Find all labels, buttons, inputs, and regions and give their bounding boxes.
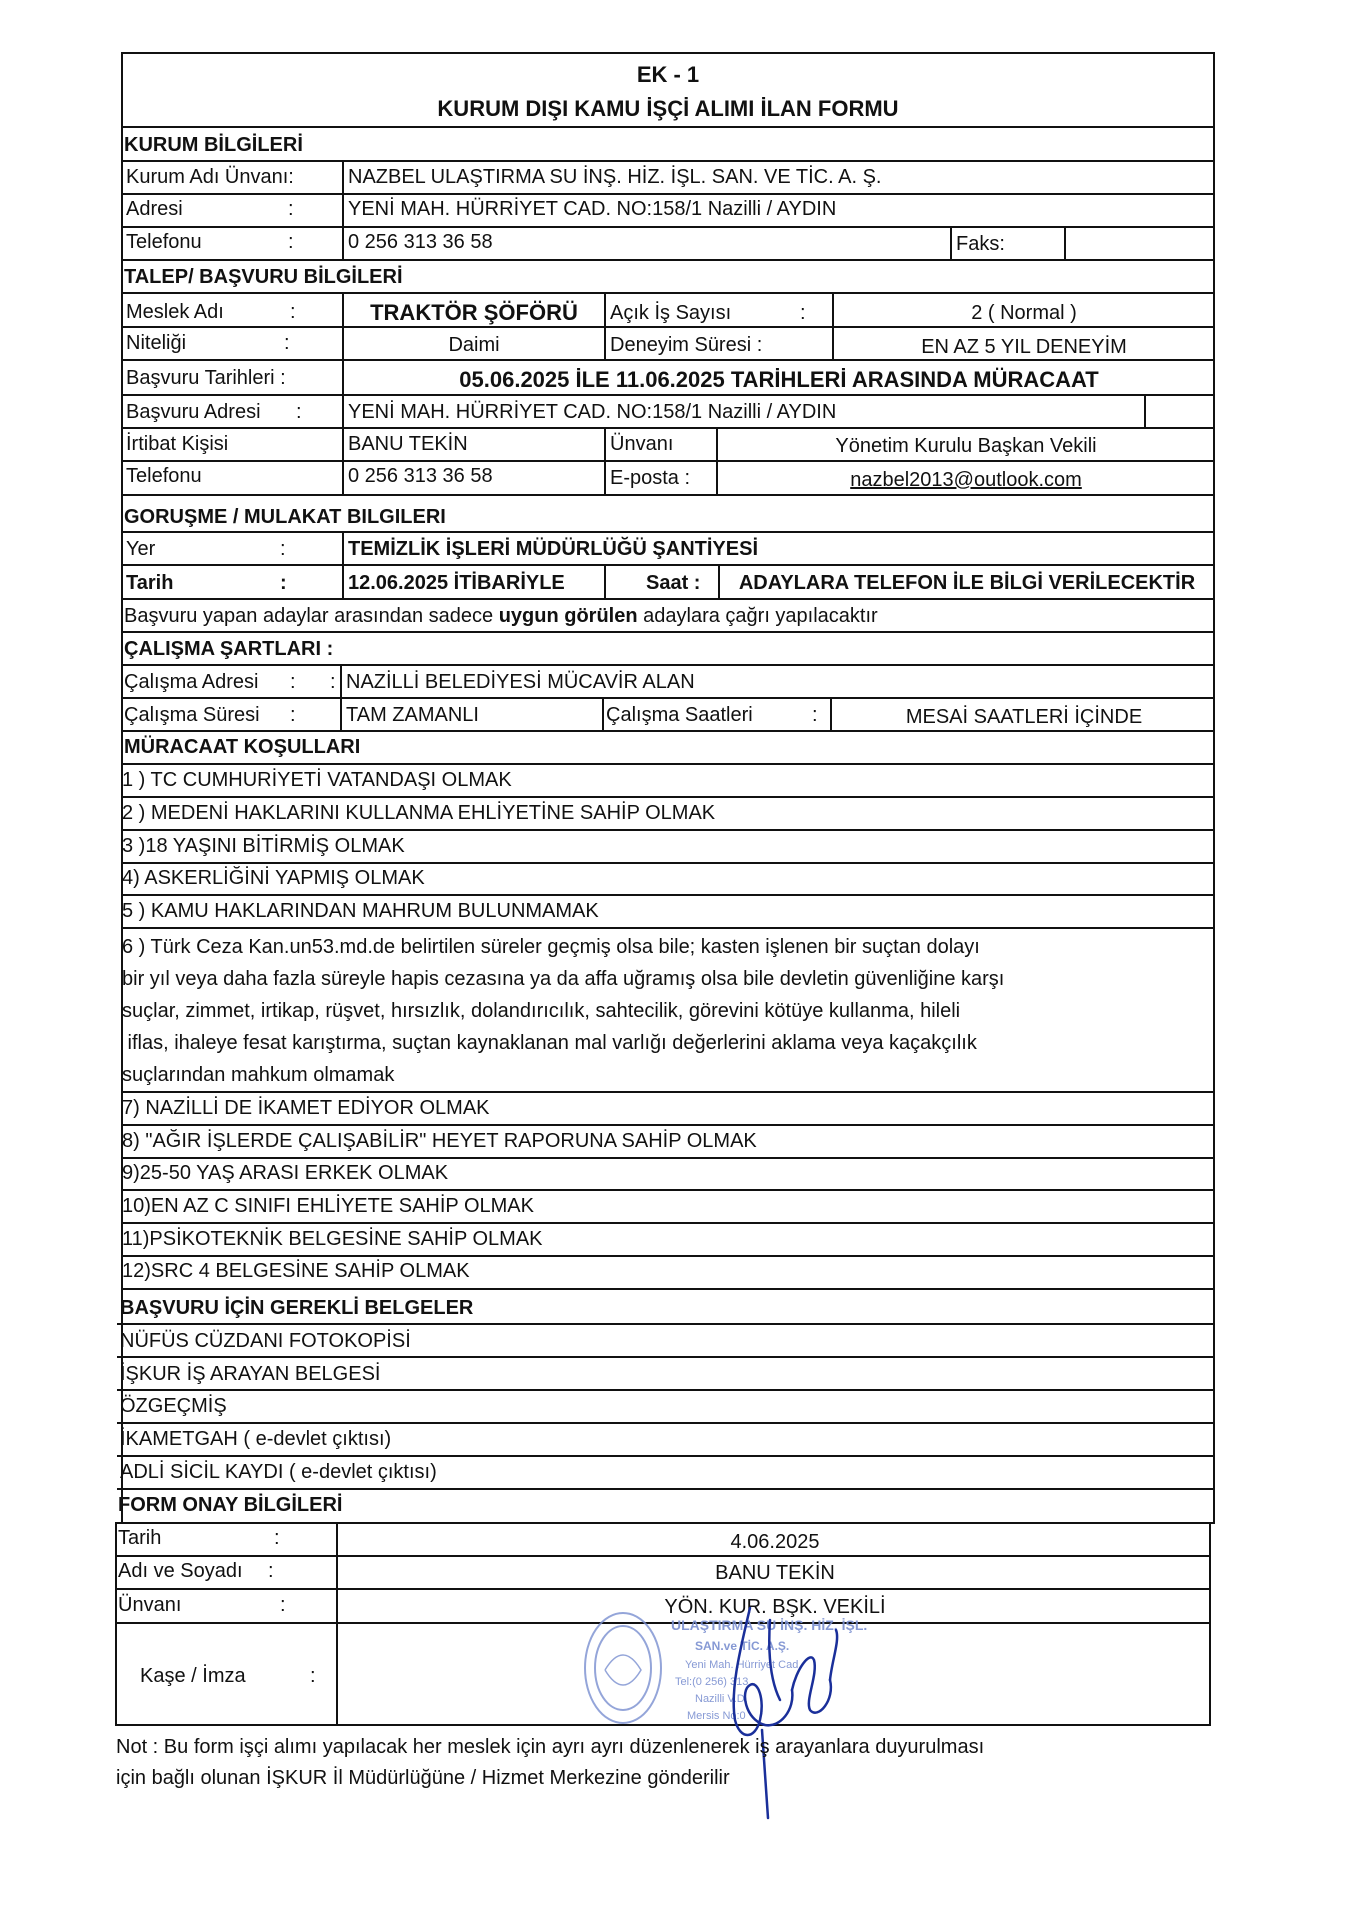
- job-label: Meslek Adı: [126, 301, 224, 323]
- approval-title-colon: :: [280, 1594, 286, 1616]
- document-item: NÜFÜS CÜZDANI FOTOKOPİSİ: [120, 1330, 411, 1352]
- work-address-colon2: :: [330, 671, 336, 693]
- dates-label: Başvuru Tarihleri :: [126, 367, 286, 389]
- contact-phone-value: 0 256 313 36 58: [348, 465, 493, 487]
- open-positions-label: Açık İş Sayısı: [610, 302, 732, 324]
- interview-date-value: 12.06.2025 İTİBARİYLE: [348, 572, 565, 594]
- requirement-6-line: bir yıl veya daha fazla süreyle hapis cezasına ya da affa uğramış olsa bile devletin güvenliğine karşı: [122, 968, 1005, 990]
- requirement-item: 9)25-50 YAŞ ARASI ERKEK OLMAK: [122, 1162, 449, 1184]
- email-label: E-posta :: [610, 467, 691, 489]
- approval-date-value: 4.06.2025: [730, 1531, 820, 1553]
- kurum-address-label: Adresi: [126, 198, 183, 220]
- email-link[interactable]: nazbel2013@outlook.com: [850, 469, 1082, 491]
- nature-colon: :: [284, 332, 290, 354]
- contact-phone-label: Telefonu: [126, 465, 202, 487]
- work-duration-colon: :: [290, 704, 296, 726]
- interview-time-label: Saat :: [646, 572, 701, 594]
- requirement-item-6: [122, 931, 1212, 1091]
- interview-info-bold: uygun görülen: [498, 605, 638, 627]
- approval-title-label: Ünvanı: [118, 1594, 182, 1616]
- requirement-item: 7) NAZİLLİ DE İKAMET EDİYOR OLMAK: [122, 1097, 490, 1119]
- requirement-item: 12)SRC 4 BELGESİNE SAHİP OLMAK: [122, 1260, 470, 1282]
- form-title: KURUM DIŞI KAMU İŞÇİ ALIMI İLAN FORMU: [437, 96, 899, 121]
- open-positions-value: 2 ( Normal ): [971, 302, 1077, 324]
- job-colon: :: [290, 301, 296, 323]
- requirement-item: 10)EN AZ C SINIFI EHLİYETE SAHİP OLMAK: [122, 1195, 534, 1217]
- requirement-item: 2 ) MEDENİ HAKLARINI KULLANMA EHLİYETİNE SAHİP OLMAK: [122, 802, 716, 824]
- kurum-name-value: NAZBEL ULAŞTIRMA SU İNŞ. HİZ. İŞL. SAN. VE TİC. A. Ş.: [348, 166, 882, 188]
- stamp-line: Yeni Mah. Hürriyet Cad.: [685, 1659, 802, 1671]
- interview-place-value: TEMİZLİK İŞLERİ MÜDÜRLÜĞÜ ŞANTİYESİ: [348, 538, 758, 560]
- requirement-item: 4) ASKERLİĞİNİ YAPMIŞ OLMAK: [122, 867, 425, 889]
- requirement-item: 5 ) KAMU HAKLARINDAN MAHRUM BULUNMAMAK: [122, 900, 599, 922]
- interview-time-value: ADAYLARA TELEFON İLE BİLGİ VERİLECEKTİR: [738, 572, 1196, 594]
- open-positions-colon: :: [800, 302, 806, 324]
- stamp-line: SAN.ve TİC. A.Ş.: [695, 1639, 790, 1653]
- requirement-6-line: iflas, ihaleye fesat karıştırma, suçtan kaynaklanan mal varlığı değerlerini aklama veya kaçakçılık: [122, 1032, 977, 1054]
- interview-date-label: Tarih: [126, 572, 174, 594]
- app-address-value: YENİ MAH. HÜRRİYET CAD. NO:158/1 Nazilli / AYDIN: [348, 401, 837, 423]
- section-kurum-title: KURUM BİLGİLERİ: [124, 134, 303, 156]
- section-interview-title: GORUŞME / MULAKAT BILGILERI: [124, 506, 446, 528]
- work-hours-colon: :: [812, 704, 818, 726]
- requirement-item: 3 )18 YAŞINI BİTİRMİŞ OLMAK: [122, 835, 405, 857]
- section-approval-title: FORM ONAY BİLGİLERİ: [118, 1494, 343, 1516]
- kurum-phone-value: 0 256 313 36 58: [348, 231, 493, 253]
- experience-label: Deneyim Süresi :: [610, 334, 763, 356]
- work-address-label: Çalışma Adresi: [124, 671, 259, 693]
- requirement-6-line: 6 ) Türk Ceza Kan.un53.md.de belirtilen süreler geçmiş olsa bile; kasten işlenen bir suçtan dolayı: [122, 936, 980, 958]
- experience-value: EN AZ 5 YIL DENEYİM: [921, 336, 1127, 358]
- footer-note-line: için bağlı olunan İŞKUR İl Müdürlüğüne / Hizmet Merkezine gönderilir: [116, 1767, 730, 1789]
- requirement-item: 11)PSİKOTEKNİK BELGESİNE SAHİP OLMAK: [122, 1228, 543, 1250]
- kurum-phone-label: Telefonu: [126, 231, 202, 253]
- work-duration-value: TAM ZAMANLI: [346, 704, 479, 726]
- approval-date-label: Tarih: [118, 1527, 162, 1549]
- footer-note-line: Not : Bu form işçi alımı yapılacak her meslek için ayrı ayrı düzenlenerek iş arayanlara duyurulması: [116, 1736, 985, 1758]
- nature-label: Niteliği: [126, 332, 187, 354]
- interview-info-pre: Başvuru yapan adaylar arasından sadece: [124, 605, 499, 627]
- kurum-address-value: YENİ MAH. HÜRRİYET CAD. NO:158/1 Nazilli / AYDIN: [348, 198, 837, 220]
- dates-value: 05.06.2025 İLE 11.06.2025 TARİHLERİ ARASINDA MÜRACAAT: [459, 367, 1099, 392]
- contact-title-label: Ünvanı: [610, 433, 674, 455]
- footer-note: [116, 1732, 984, 1794]
- stamp-line: Nazilli V.D.: [695, 1693, 748, 1705]
- work-hours-value: MESAİ SAATLERİ İÇİNDE: [905, 706, 1143, 728]
- interview-date-colon: :: [280, 572, 287, 594]
- section-talep-title: TALEP/ BAŞVURU BİLGİLERİ: [124, 266, 403, 288]
- work-address-value: NAZİLLİ BELEDİYESİ MÜCAVİR ALAN: [346, 671, 695, 693]
- requirement-item: 1 ) TC CUMHURİYETİ VATANDAŞI OLMAK: [122, 769, 512, 791]
- approval-title-value: YÖN. KUR. BŞK. VEKİLİ: [664, 1596, 886, 1618]
- stamp-line: Tel:(0 256) 313: [675, 1676, 749, 1688]
- requirement-6-line: suçlar, zimmet, irtikap, rüşvet, hırsızlık, dolandırıcılık, sahtecilik, görevini kötüye kullanma, hileli: [122, 1000, 961, 1022]
- contact-title-value: Yönetim Kurulu Başkan Vekili: [835, 435, 1097, 457]
- stamp-line: ULAŞTIRMA SU İNŞ. HİZ. İŞL.: [671, 1617, 868, 1633]
- interview-info: [124, 605, 878, 628]
- seal-colon: :: [310, 1665, 316, 1687]
- kurum-address-colon: :: [288, 198, 294, 220]
- section-documents-title: BAŞVURU İÇİN GEREKLİ BELGELER: [120, 1297, 474, 1319]
- contact-value: BANU TEKİN: [348, 433, 468, 455]
- annex-label: EK - 1: [636, 62, 700, 87]
- kurum-fax-label: Faks:: [956, 233, 1005, 255]
- app-address-label: Başvuru Adresi: [126, 401, 261, 423]
- document-item: ÖZGEÇMİŞ: [120, 1395, 227, 1417]
- approval-name-colon: :: [268, 1560, 274, 1582]
- interview-place-colon: :: [280, 538, 286, 560]
- contact-label: İrtibat Kişisi: [126, 433, 229, 455]
- seal-label: Kaşe / İmza: [140, 1665, 246, 1687]
- section-requirements-title: MÜRACAAT KOŞULLARI: [124, 736, 361, 758]
- work-address-colon1: :: [290, 671, 296, 693]
- work-duration-label: Çalışma Süresi: [124, 704, 260, 726]
- kurum-phone-colon: :: [288, 231, 294, 253]
- interview-place-label: Yer: [126, 538, 156, 560]
- kurum-name-label: Kurum Adı Ünvanı:: [126, 166, 294, 188]
- approval-name-value: BANU TEKİN: [715, 1562, 835, 1584]
- requirement-item: 8) "AĞIR İŞLERDE ÇALIŞABİLİR" HEYET RAPORUNA SAHİP OLMAK: [122, 1130, 757, 1152]
- document-item: İKAMETGAH ( e-devlet çıktısı): [120, 1428, 392, 1450]
- job-value: TRAKTÖR ŞÖFÖRÜ: [370, 300, 578, 325]
- approval-date-colon: :: [274, 1527, 280, 1549]
- nature-value: Daimi: [448, 334, 500, 356]
- stamp-line: Mersis No:0: [687, 1710, 746, 1722]
- section-work-title: ÇALIŞMA ŞARTLARI :: [124, 638, 334, 660]
- interview-info-post: adaylara çağrı yapılacaktır: [637, 605, 878, 627]
- app-address-colon: :: [296, 401, 302, 423]
- document-item: ADLİ SİCİL KAYDI ( e-devlet çıktısı): [120, 1461, 437, 1483]
- work-hours-label: Çalışma Saatleri: [606, 704, 753, 726]
- document-item: İŞKUR İŞ ARAYAN BELGESİ: [120, 1363, 381, 1385]
- approval-name-label: Adı ve Soyadı: [118, 1560, 243, 1582]
- requirement-6-line: suçlarından mahkum olmamak: [122, 1064, 395, 1086]
